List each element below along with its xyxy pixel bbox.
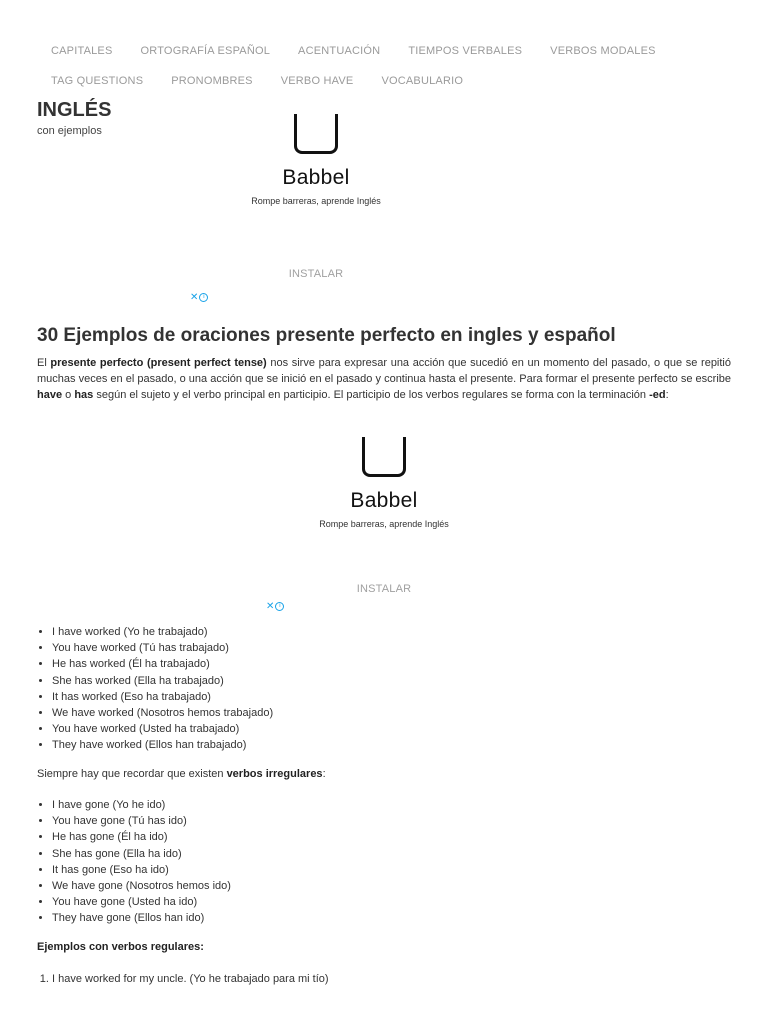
nav-link-vocabulario[interactable]: VOCABULARIO	[381, 75, 464, 87]
close-icon: ✕	[266, 601, 275, 612]
list-item: • He has gone (Él ha ido)	[52, 829, 231, 845]
top-navigation	[37, 36, 737, 96]
list-item: • We have worked (Nosotros hemos trabajado)	[52, 705, 273, 721]
examples-heading: Ejemplos con verbos regulares:	[37, 941, 204, 953]
babbel-ad-2[interactable]	[284, 437, 484, 595]
info-icon: i	[275, 602, 284, 611]
list-item: • They have gone (Ellos han ido)	[52, 910, 231, 926]
ad-tagline: Rompe barreras, aprende Inglés	[319, 519, 449, 529]
list-item: • You have worked (Tú has trabajado)	[52, 640, 273, 656]
babbel-logo-icon	[362, 437, 406, 477]
list-item: • They have worked (Ellos han trabajado)	[52, 737, 273, 753]
close-icon: ✕	[190, 292, 199, 303]
list-item: • I have gone (Yo he ido)	[52, 797, 231, 813]
ad-install-button[interactable]: INSTALAR	[356, 583, 412, 595]
babbel-logo-icon	[294, 114, 338, 154]
list-item: • We have gone (Nosotros hemos ido)	[52, 878, 231, 894]
babbel-ad-1[interactable]	[216, 114, 416, 280]
nav-link-tag-questions[interactable]: TAG QUESTIONS	[51, 75, 144, 87]
list-item: • I have worked (Yo he trabajado)	[52, 624, 273, 640]
nav-link-capitales[interactable]: CAPITALES	[51, 45, 113, 57]
list-item: • It has worked (Eso ha trabajado)	[52, 689, 273, 705]
nav-link-verbos-modales[interactable]: VERBOS MODALES	[550, 45, 656, 57]
list-item: • She has worked (Ella ha trabajado)	[52, 673, 273, 689]
nav-row-1	[37, 36, 737, 66]
site-title[interactable]: INGLÉS	[37, 99, 112, 121]
regular-verbs-list	[37, 624, 273, 754]
info-icon: i	[199, 293, 208, 302]
ad-close-button[interactable]	[266, 601, 284, 612]
intro-paragraph: El presente perfecto (present perfect tense) nos sirve para expresar una acción que sucedió en un momento del pasado, o que se repitió muchas veces en el pasado, o una acción que se inició en el pasado y continua hasta el presente. Para formar el presente perfecto se escribe have o has según el sujeto y el verbo principal en participio. El participio de los verbos regulares se forma con la terminación -ed:	[37, 357, 731, 401]
ad-install-button[interactable]: INSTALAR	[288, 268, 344, 280]
ad-brand: Babbel	[350, 489, 418, 512]
nav-row-2	[37, 66, 737, 96]
irregular-verbs-list	[37, 797, 231, 927]
list-item: • You have gone (Tú has ido)	[52, 813, 231, 829]
examples-list	[37, 971, 329, 987]
nav-link-tiempos-verbales[interactable]: TIEMPOS VERBALES	[408, 45, 523, 57]
list-item: • She has gone (Ella ha ido)	[52, 846, 231, 862]
article-title: 30 Ejemplos de oraciones presente perfecto en ingles y español	[37, 325, 616, 346]
list-item: • You have gone (Usted ha ido)	[52, 894, 231, 910]
list-item: 1. I have worked for my uncle. (Yo he trabajado para mi tío)	[52, 971, 329, 987]
nav-link-verbo-have[interactable]: VERBO HAVE	[280, 75, 354, 87]
nav-link-pronombres[interactable]: PRONOMBRES	[171, 75, 253, 87]
ad-brand: Babbel	[282, 166, 350, 189]
irregular-note: Siempre hay que recordar que existen verbos irregulares:	[37, 768, 326, 780]
site-subtitle: con ejemplos	[37, 125, 102, 137]
list-item: • It has gone (Eso ha ido)	[52, 862, 231, 878]
list-item: • He has worked (Él ha trabajado)	[52, 656, 273, 672]
ad-tagline: Rompe barreras, aprende Inglés	[251, 196, 381, 206]
nav-link-ortografia[interactable]: ORTOGRAFÍA ESPAÑOL	[140, 45, 271, 57]
list-item: • You have worked (Usted ha trabajado)	[52, 721, 273, 737]
ad-close-button[interactable]	[190, 292, 208, 303]
nav-link-acentuacion[interactable]: ACENTUACIÓN	[298, 45, 381, 57]
